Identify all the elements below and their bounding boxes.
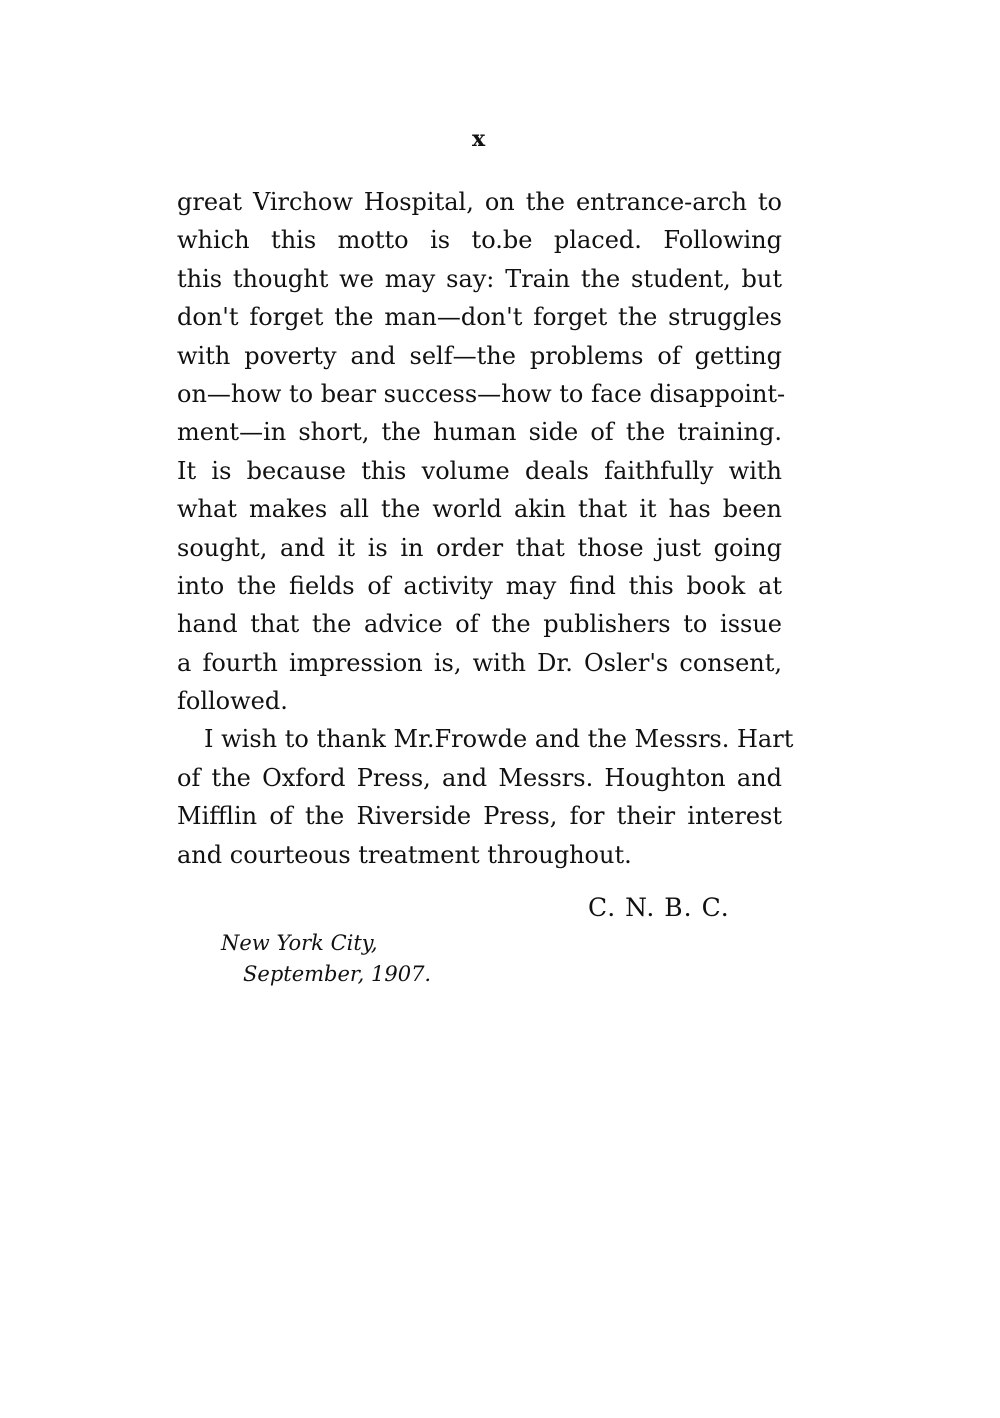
text-line: this thought we may say: Train the student, but	[177, 264, 782, 293]
text-line: ment—in short, the human side of the training.	[177, 418, 782, 447]
text-line: of the Oxford Press, and Messrs. Houghton and	[177, 763, 782, 792]
text-line: It is because this volume deals faithfully with	[177, 456, 782, 485]
text-line: don't forget the man—don't forget the struggles	[177, 303, 782, 332]
text-line: which this motto is to.be placed. Following	[177, 226, 782, 255]
text-line: I wish to thank Mr.Frowde and the Messrs. Hart	[204, 725, 794, 754]
body-text	[177, 183, 794, 874]
text-line: followed.	[177, 687, 288, 716]
text-line: into the fields of activity may find this book at	[177, 571, 782, 600]
page-number: x	[471, 126, 487, 152]
text-line: on—how to bear success—how to face disappoint-	[177, 379, 786, 408]
text-line: what makes all the world akin that it has been	[177, 495, 782, 524]
dateline-date: September, 1907.	[243, 962, 432, 986]
signature-initials: C. N. B. C.	[588, 893, 730, 922]
text-line: Mifflin of the Riverside Press, for their interest	[177, 802, 782, 831]
text-line: a fourth impression is, with Dr. Osler's consent,	[177, 648, 782, 677]
text-line: great Virchow Hospital, on the entrance-arch to	[177, 188, 782, 216]
text-line: hand that the advice of the publishers to issue	[177, 610, 782, 639]
text-line: with poverty and self—the problems of getting	[177, 341, 782, 370]
text-line: and courteous treatment throughout.	[177, 840, 632, 869]
text-line: sought, and it is in order that those just going	[177, 533, 782, 562]
dateline-place: New York City,	[221, 931, 378, 955]
